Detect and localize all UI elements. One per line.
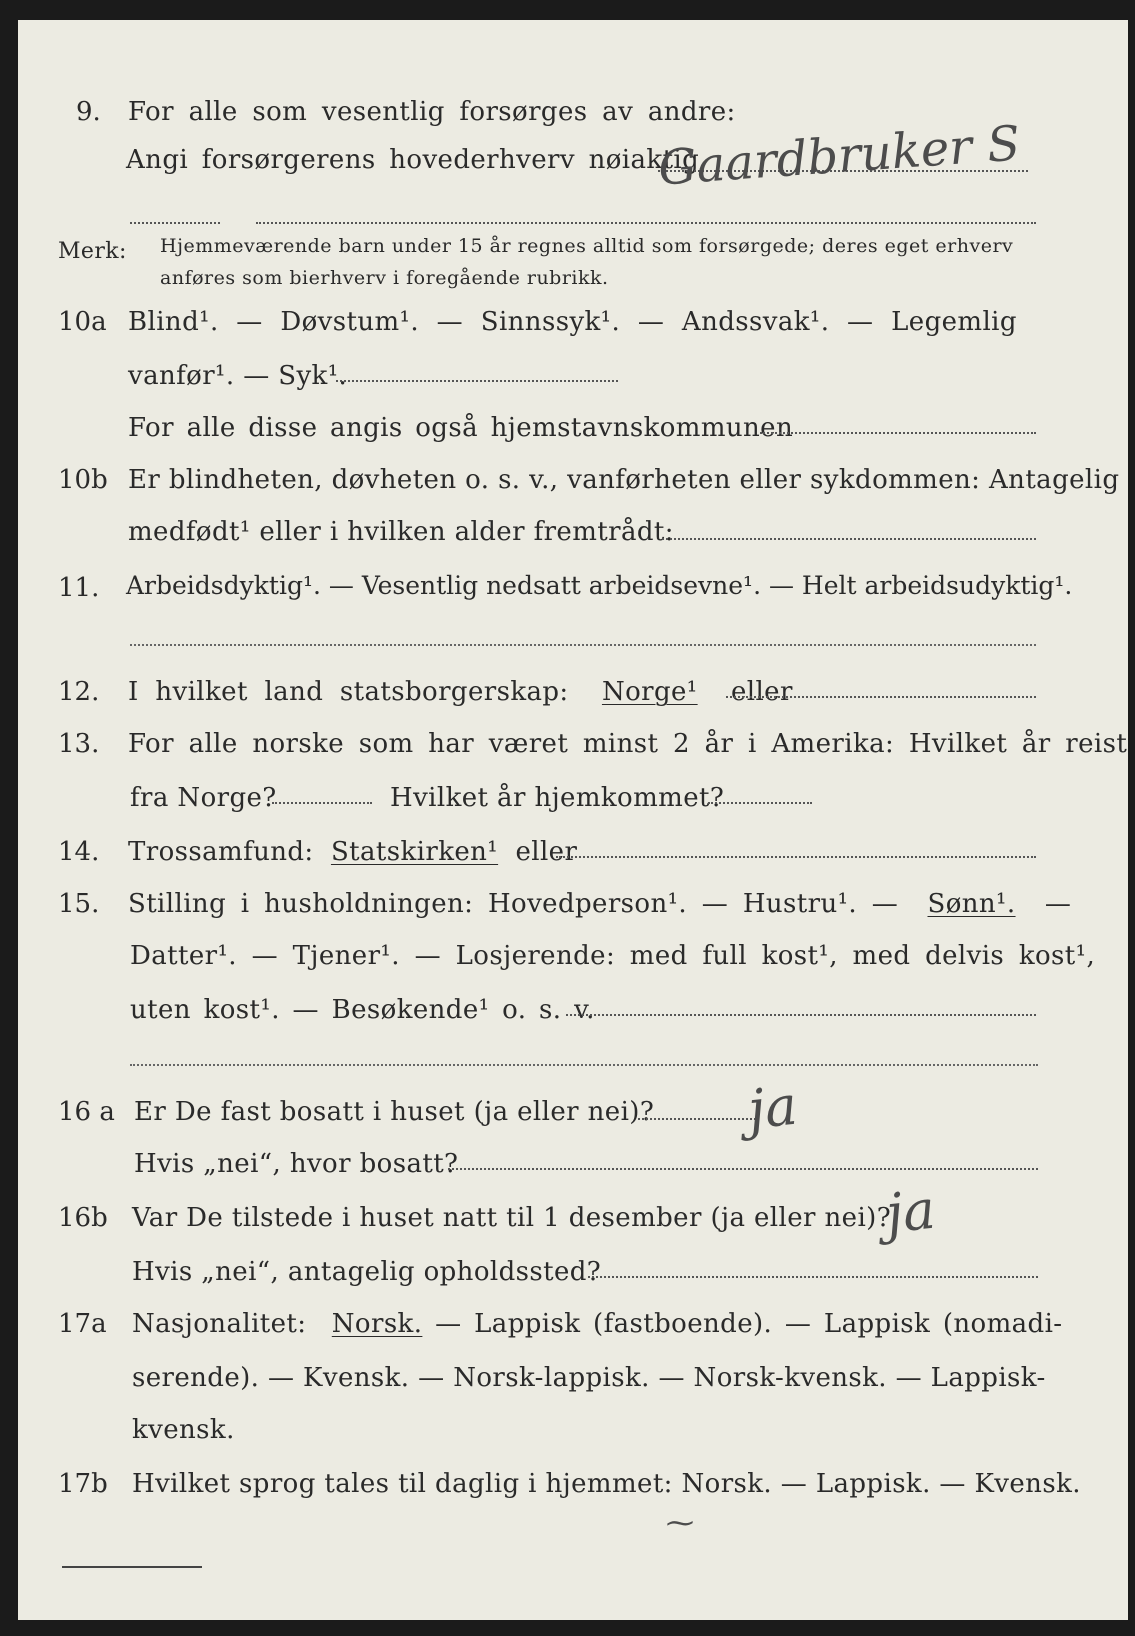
item-17b-number: 17b xyxy=(58,1469,108,1499)
item-10a-line1: Blind¹. — Døvstum¹. — Sinnssyk¹. — Andssvak¹. — Legemlig xyxy=(128,307,1017,337)
item-9-separator-long xyxy=(256,222,1036,224)
item-13-line2b: Hvilket år hjemkommet? xyxy=(390,783,725,813)
item-14-label: Trossamfund: xyxy=(128,837,314,867)
item-14-answer-line[interactable] xyxy=(556,856,1036,858)
footnote-rule xyxy=(62,1566,202,1568)
item-15-separator xyxy=(130,1064,1038,1066)
item-11-answer-line[interactable] xyxy=(130,644,1036,646)
census-form-page xyxy=(18,20,1128,1620)
item-14-statskirken-option[interactable]: Statskirken¹ xyxy=(330,837,499,867)
item-12-number: 12. xyxy=(58,677,100,707)
item-15-answer-line[interactable] xyxy=(566,1014,1036,1016)
item-15-line2: Datter¹. — Tjener¹. — Losjerende: med full kost¹, med delvis kost¹, xyxy=(130,941,1096,971)
item-16b-line2: Hvis „nei“, antagelig opholdssted? xyxy=(132,1257,602,1287)
item-13-line2a: fra Norge? xyxy=(130,783,277,813)
item-9-handwritten-answer: Gaardbruker S xyxy=(656,115,1022,197)
item-9-line2: Angi forsørgerens hovederhverv nøiaktig xyxy=(126,145,700,175)
merk-line2: anføres som bierhverv i foregående rubrikk. xyxy=(160,267,609,289)
item-14-number: 14. xyxy=(58,837,100,867)
item-17a-label: Nasjonalitet: xyxy=(132,1309,307,1339)
item-12-answer-line[interactable] xyxy=(726,696,1036,698)
item-15-sonn-option[interactable]: Sønn¹. xyxy=(927,889,1016,919)
item-10a-number: 10a xyxy=(58,307,107,337)
item-12-eller: eller xyxy=(730,677,793,707)
item-15-line1 xyxy=(128,888,1071,920)
item-17a-line2: serende). — Kvensk. — Norsk-lappisk. — Norsk-kvensk. — Lappisk- xyxy=(132,1363,1046,1393)
item-13-line1: For alle norske som har været minst 2 år i Amerika: Hvilket år reist xyxy=(128,729,1128,759)
item-14-line xyxy=(128,836,577,868)
item-12-line xyxy=(128,676,793,708)
item-9-line1: For alle som vesentlig forsørges av andre: xyxy=(128,97,736,127)
item-13-number: 13. xyxy=(58,729,100,759)
item-11-number: 11. xyxy=(58,573,100,603)
item-9-separator-short xyxy=(130,222,220,224)
item-16a-handwritten-answer: ja xyxy=(744,1073,801,1142)
item-15-line1b: — xyxy=(1044,889,1072,919)
item-15-line3: uten kost¹. — Besøkende¹ o. s. v. xyxy=(130,995,595,1025)
item-16a-line1: Er De fast bosatt i huset (ja eller nei)? xyxy=(134,1097,655,1127)
item-10b-number: 10b xyxy=(58,465,108,495)
item-17b-handwritten-mark: ⁓ xyxy=(666,1506,694,1539)
item-16a-number: 16 a xyxy=(58,1097,115,1127)
merk-label: Merk: xyxy=(58,239,127,264)
item-16a-answer-line[interactable] xyxy=(638,1118,756,1120)
item-17a-number: 17a xyxy=(58,1309,107,1339)
merk-line1: Hjemmeværende barn under 15 år regnes alltid som forsørgede; deres eget erhverv xyxy=(160,235,1014,257)
item-10b-line1: Er blindheten, døvheten o. s. v., vanførheten eller sykdommen: Antagelig xyxy=(128,465,1120,495)
item-13-hjemkommet-line[interactable] xyxy=(708,802,812,804)
item-11-line1: Arbeidsdyktig¹. — Vesentlig nedsatt arbeidsevne¹. — Helt arbeidsudyktig¹. xyxy=(126,571,1073,600)
item-10b-answer-line[interactable] xyxy=(662,538,1036,540)
item-17a-norsk-option[interactable]: Norsk. xyxy=(331,1309,423,1339)
item-10a-line3: For alle disse angis også hjemstavnskommunen xyxy=(128,413,794,443)
item-16a-line2: Hvis „nei“, hvor bosatt? xyxy=(134,1149,459,1179)
item-17a-line1-rest: — Lappisk (fastboende). — Lappisk (nomadi- xyxy=(435,1309,1063,1339)
item-10a-kommune-line[interactable] xyxy=(760,432,1036,434)
item-9-number: 9. xyxy=(76,97,101,127)
item-10b-line2: medfødt¹ eller i hvilken alder fremtrådt: xyxy=(128,517,674,547)
item-16b-opholdssted-line[interactable] xyxy=(588,1276,1038,1278)
item-10a-line2: vanfør¹. — Syk¹. xyxy=(128,361,348,391)
item-15-number: 15. xyxy=(58,889,100,919)
item-16a-bosatt-line[interactable] xyxy=(448,1168,1038,1170)
item-16b-number: 16b xyxy=(58,1203,108,1233)
item-17a-line3: kvensk. xyxy=(132,1415,235,1445)
item-13-reist-line[interactable] xyxy=(272,802,372,804)
item-12-norge-option[interactable]: Norge¹ xyxy=(601,677,698,707)
item-16b-line1: Var De tilstede i huset natt til 1 desember (ja eller nei)? xyxy=(132,1203,892,1233)
item-16b-handwritten-answer: ja xyxy=(882,1177,939,1246)
item-17b-line1: Hvilket sprog tales til daglig i hjemmet: Norsk. — Lappisk. — Kvensk. xyxy=(132,1469,1081,1499)
item-14-eller: eller xyxy=(515,837,578,867)
item-15-line1a: Stilling i husholdningen: Hovedperson¹. — Hustru¹. — xyxy=(128,889,899,919)
item-12-text: I hvilket land statsborgerskap: xyxy=(128,677,569,707)
item-17a-line1 xyxy=(132,1308,1063,1340)
item-10a-syk-line[interactable] xyxy=(336,380,618,382)
